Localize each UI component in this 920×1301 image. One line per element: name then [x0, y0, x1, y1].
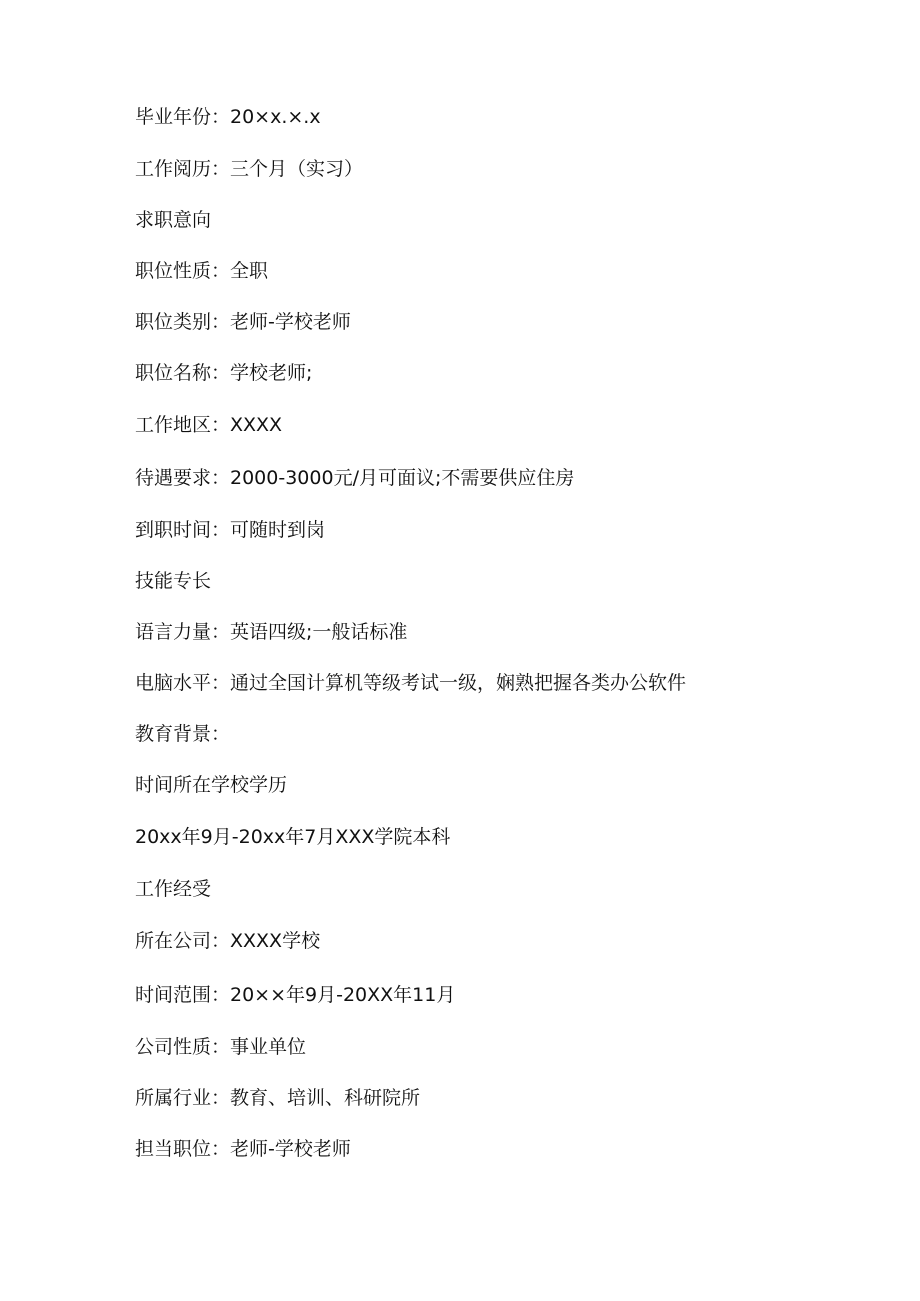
job-intention-heading: 求职意向: [135, 209, 212, 231]
education-heading: 教育背景：: [135, 723, 231, 745]
position-category-line: 职位类别：老师-学校老师: [135, 311, 351, 333]
company-nature-line: 公司性质：事业单位: [135, 1036, 307, 1058]
position-nature-line: 职位性质：全职: [135, 260, 269, 282]
company-line: 所在公司：XXXX学校: [135, 930, 321, 952]
work-experience-line: 工作阅历：三个月（实习）: [135, 158, 364, 180]
position-name-line: 职位名称：学校老师;: [135, 362, 313, 384]
graduation-year-line: 毕业年份：20×x.×.x: [135, 106, 321, 128]
language-skill-line: 语言力量：英语四级;一般话标准: [135, 621, 408, 643]
work-history-heading: 工作经受: [135, 878, 212, 900]
time-range-line: 时间范围：20××年9月-20XX年11月: [135, 984, 456, 1006]
education-record-line: 20xx年9月-20xx年7月XXX学院本科: [135, 826, 451, 848]
education-columns-line: 时间所在学校学历: [135, 774, 288, 796]
salary-requirement-line: 待遇要求：2000-3000元/月可面议;不需要供应住房: [135, 467, 575, 489]
computer-skill-line: 电脑水平：通过全国计算机等级考试一级，娴熟把握各类办公软件: [135, 672, 687, 694]
industry-line: 所属行业：教育、培训、科研院所: [135, 1087, 421, 1109]
start-time-line: 到职时间：可随时到岗: [135, 519, 326, 541]
work-location-line: 工作地区：XXXX: [135, 414, 283, 436]
position-held-line: 担当职位：老师-学校老师: [135, 1138, 351, 1160]
skills-heading: 技能专长: [135, 570, 212, 592]
